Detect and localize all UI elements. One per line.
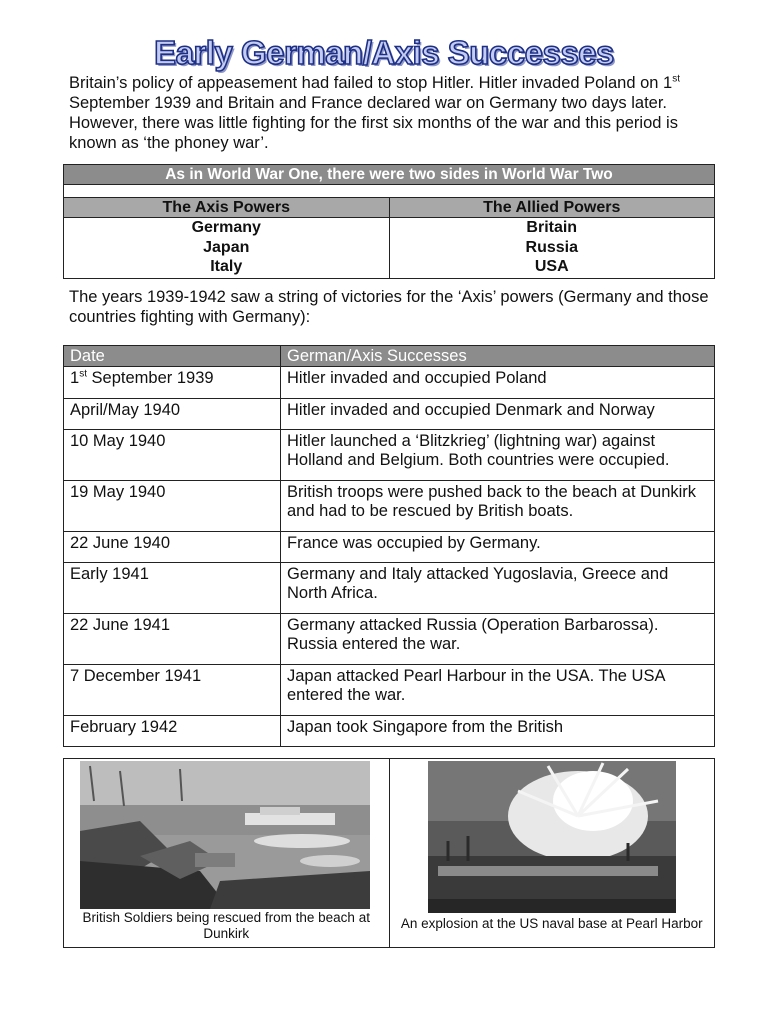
dunkirk-photo-image xyxy=(80,761,370,909)
event-description: Hitler launched a ‘Blitzkrieg’ (lightning war) against Holland and Belgium. Both countries were occupied. xyxy=(281,430,715,481)
event-description: Hitler invaded and occupied Denmark and Norway xyxy=(281,399,715,430)
axis-powers-list xyxy=(64,218,390,278)
allied-powers-list xyxy=(390,218,715,278)
event-date: 19 May 1940 xyxy=(64,481,281,532)
pearl-harbor-photo xyxy=(428,761,676,913)
table-row xyxy=(64,399,715,430)
allied-powers-heading: The Allied Powers xyxy=(390,198,715,218)
intro-paragraph: Britain’s policy of appeasement had failed to stop Hitler. Hitler invaded Poland on 1st September 1939 and Britain and France declared war on Germany two days later. However, there was little fighting for the first six months of the war and this period is known as ‘the phoney war’. xyxy=(69,73,681,152)
event-description: Japan took Singapore from the British xyxy=(281,716,715,747)
dunkirk-photo-cell xyxy=(64,759,390,947)
axis-power: Italy xyxy=(210,258,243,275)
event-description: Japan attacked Pearl Harbour in the USA. The USA entered the war. xyxy=(281,665,715,716)
successes-column-header: German/Axis Successes xyxy=(281,346,715,367)
axis-powers-heading: The Axis Powers xyxy=(64,198,390,218)
table-row xyxy=(64,532,715,563)
axis-power: Germany xyxy=(191,219,261,236)
table-row xyxy=(64,563,715,614)
pearl-harbor-photo-image xyxy=(428,761,676,913)
event-date: 22 June 1940 xyxy=(64,532,281,563)
photo-box xyxy=(63,758,715,948)
table-row xyxy=(64,614,715,665)
event-date: Early 1941 xyxy=(64,563,281,614)
table-row xyxy=(64,367,715,399)
allied-power: Russia xyxy=(525,238,578,256)
table-row xyxy=(64,430,715,481)
event-date: 1st September 1939 xyxy=(64,367,281,399)
page-title: Early German/Axis Successes xyxy=(154,34,614,71)
sides-table-spacer xyxy=(64,185,714,198)
event-description: British troops were pushed back to the beach at Dunkirk and had to be rescued by British boats. xyxy=(281,481,715,532)
pearl-harbor-caption: An explosion at the US naval base at Pearl Harbor xyxy=(400,916,703,931)
event-description: Germany and Italy attacked Yugoslavia, Greece and North Africa. xyxy=(281,563,715,614)
table-row xyxy=(64,716,715,747)
event-date: 7 December 1941 xyxy=(64,665,281,716)
dunkirk-caption: British Soldiers being rescued from the beach at Dunkirk xyxy=(82,910,370,941)
pearl-harbor-photo-cell xyxy=(390,759,715,947)
event-date: 10 May 1940 xyxy=(64,430,281,481)
event-description: Hitler invaded and occupied Poland xyxy=(281,367,715,399)
sides-table-header: As in World War One, there were two sides in World War Two xyxy=(64,165,714,185)
event-date: February 1942 xyxy=(64,716,281,747)
allied-power: USA xyxy=(534,258,569,275)
date-column-header: Date xyxy=(64,346,281,367)
event-description: Germany attacked Russia (Operation Barbarossa). Russia entered the war. xyxy=(281,614,715,665)
table-row xyxy=(64,481,715,532)
table-row xyxy=(64,665,715,716)
dunkirk-photo xyxy=(80,761,370,909)
events-table xyxy=(63,345,715,747)
victories-paragraph: The years 1939-1942 saw a string of victories for the ‘Axis’ powers (Germany and those countries fighting with Germany): xyxy=(69,288,709,326)
events-table-header-row xyxy=(64,346,715,367)
event-description: France was occupied by Germany. xyxy=(281,532,715,563)
sides-table xyxy=(63,164,715,279)
event-date: April/May 1940 xyxy=(64,399,281,430)
allied-power: Britain xyxy=(526,219,578,236)
axis-power: Japan xyxy=(203,238,250,256)
event-date: 22 June 1941 xyxy=(64,614,281,665)
